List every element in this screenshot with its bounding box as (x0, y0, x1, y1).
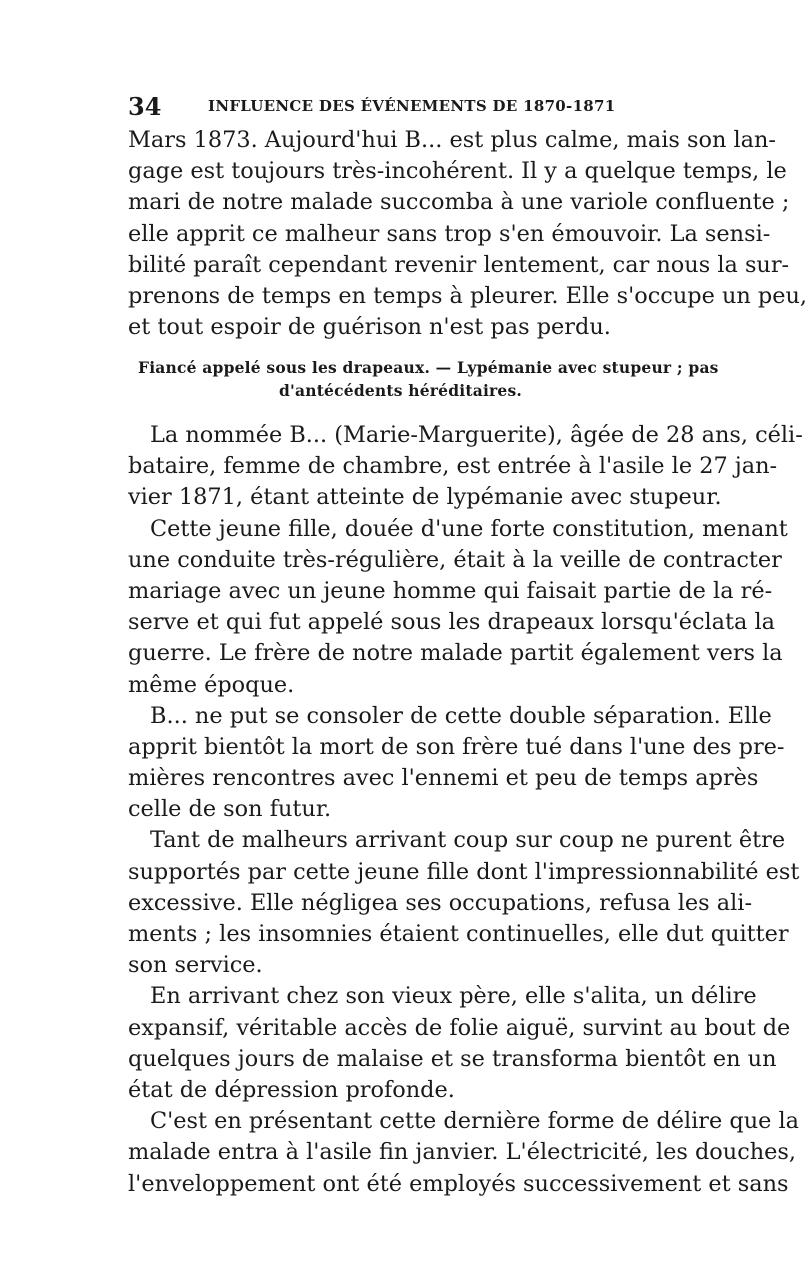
text-line: vier 1871, étant atteinte de lypémanie avec stupeur. (128, 484, 722, 511)
case-body (128, 420, 803, 1200)
text-line: C'est en présentant cette dernière forme de délire que la (150, 1108, 799, 1135)
text-line: En arrivant chez son vieux père, elle s'alita, un délire (150, 983, 757, 1010)
text-line: apprit bientôt la mort de son frère tué dans l'une des pre- (128, 733, 785, 760)
text-line: bataire, femme de chambre, est entrée à l'asile le 27 jan- (128, 453, 778, 480)
text-line: prenons de temps en temps à pleurer. Elle s'occupe un peu, (128, 282, 807, 309)
text-line: Mars 1873. Aujourd'hui B... est plus calme, mais son lan- (128, 127, 776, 153)
text-line: mari de notre malade succomba à une variole confluente ; (128, 189, 790, 216)
text-line: expansif, véritable accès de folie aiguë, survint au bout de (128, 1014, 791, 1041)
text-line: celle de son futur. (128, 796, 332, 823)
text-line: état de dépression profonde. (128, 1076, 455, 1103)
text-line: une conduite très-régulière, était à la veille de contracter (128, 546, 782, 573)
text-line: guerre. Le frère de notre malade partit également vers la (128, 640, 783, 667)
text-line: La nommée B... (Marie-Marguerite), âgée de 28 ans, céli- (150, 422, 803, 448)
text-line: Tant de malheurs arrivant coup sur coup ne purent être (150, 827, 786, 854)
page-number: 34 (128, 92, 162, 121)
text-line: son service. (128, 952, 263, 979)
text-line: et tout espoir de guérison n'est pas perdu. (128, 314, 611, 341)
text-line: B... ne put se consoler de cette double séparation. Elle (150, 702, 772, 729)
text-line: même époque. (128, 671, 295, 698)
case-title-line: Fiancé appelé sous les drapeaux. — Lypémanie avec stupeur ; pas (138, 358, 719, 377)
text-line: bilité paraît cependant revenir lentement, car nous la sur- (128, 251, 790, 278)
text-line: supportés par cette jeune fille dont l'impressionnabilité est (128, 858, 800, 885)
text-line: mières rencontres avec l'ennemi et peu de temps après (128, 765, 759, 792)
text-line: mariage avec un jeune homme qui faisait partie de la ré- (128, 577, 773, 604)
text-line: quelques jours de malaise et se transforma bientôt en un (128, 1045, 777, 1072)
text-line: l'enveloppement ont été employés successivement et sans (128, 1170, 789, 1197)
text-line: Cette jeune fille, douée d'une forte constitution, menant (150, 515, 788, 542)
text-line: malade entra à l'asile fin janvier. L'électricité, les douches, (128, 1139, 797, 1166)
text-line: elle apprit ce malheur sans trop s'en émouvoir. La sensi- (128, 220, 771, 247)
case-title (128, 356, 719, 402)
text-line: gage est toujours très-incohérent. Il y a quelque temps, le (128, 158, 787, 185)
text-line: ments ; les insomnies étaient continuelles, elle dut quitter (128, 921, 789, 947)
paragraph-mars-1873 (128, 125, 807, 343)
text-line: serve et qui fut appelé sous les drapeaux lorsqu'éclata la (128, 609, 775, 636)
running-title: INFLUENCE DES ÉVÉNEMENTS DE 1870-1871 (208, 97, 616, 115)
text-line: excessive. Elle négligea ses occupations, refusa les ali- (128, 889, 753, 916)
case-title-line: d'antécédents héréditaires. (279, 381, 522, 400)
page-header (128, 92, 673, 122)
